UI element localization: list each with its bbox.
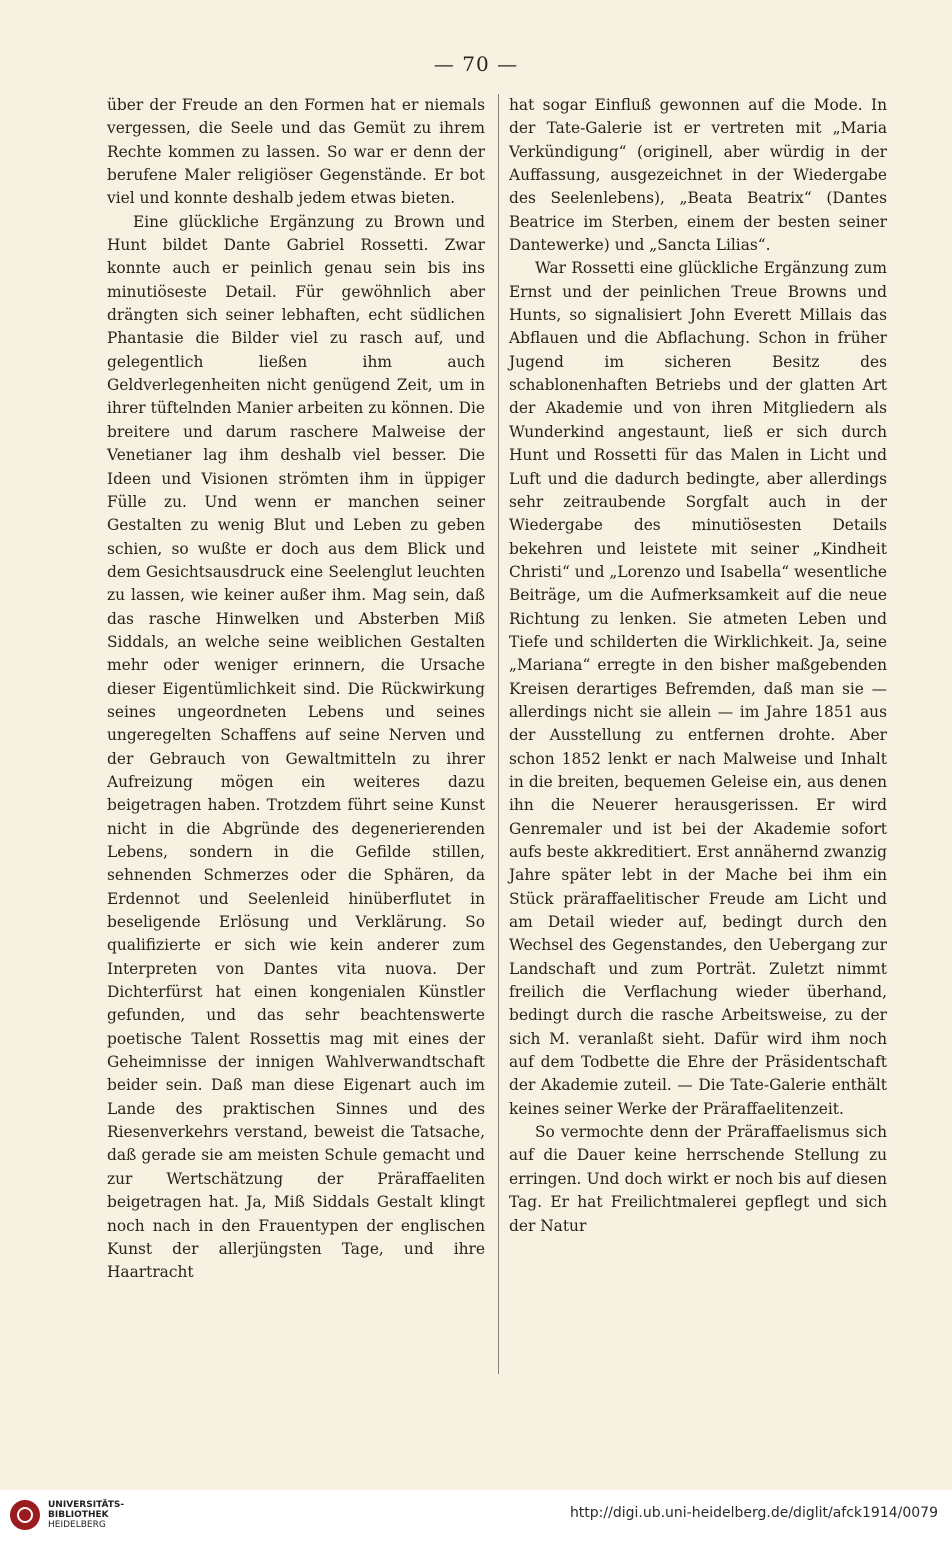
- permalink-url[interactable]: http://digi.ub.uni-heidelberg.de/diglit/afck1914/0079: [569, 1505, 938, 1521]
- page-number: — 70 —: [433, 52, 519, 76]
- left-paragraph-2: Eine glückliche Ergänzung zu Brown und Hunt bildet Dante Gabriel Rossetti. Zwar konnte auch er peinlich genau sein bis ins minutiöseste Detail. Für gewöhnlich aber drängten sich seiner lebhaften, echt südlichen Phantasie die Bilder viel zu rasch auf, und gelegentlich ließen ihm auch Geldverlegenheiten nicht genügend Zeit, um in ihrer tüftelnden Manier arbeiten zu können. Die breitere und darum raschere Malweise der Venetianer lag ihm deshalb viel besser. Die Ideen und Visionen strömten ihm in üppiger Fülle zu. Und wenn er manchen seiner Gestalten zu wenig Blut und Leben zu geben schien, so wußte er doch aus dem Blick und dem Gesichtsausdruck eine Seelenglut leuchten zu lassen, wie keiner außer ihm. Mag sein, daß das rasche Hinwelken und Absterben Miß Siddals, an welche seine weiblichen Gestalten mehr oder weniger erinnern, die Ursache dieser Eigentümlichkeit sind. Die Rückwirkung seines ungeordneten Lebens und seines ungeregelten Schaffens auf seine Nerven und der Gebrauch von Gewaltmitteln zu ihrer Aufreizung mögen ein weiteres dazu beigetragen haben. Trotzdem führt seine Kunst nicht in die Abgründe des degenerierenden Lebens, sondern in die Gefilde stillen, sehnenden Schmerzes oder die Sphären, da Erdennot und Seelenleid hinüberflutet in beseligende Erlösung und Verklärung. So qualifizierte er sich wie kein anderer zum Interpreten von Dantes vita nuova. Der Dichterfürst hat einen kongenialen Künstler gefunden, und das sehr beachtenswerte poetische Talent Rossettis mag mit eines der Geheimnisse der innigen Wahlverwandtschaft beider sein. Daß man diese Eigenart auch im Lande des praktischen Sinnes und des Riesenverkehrs verstand, beweist die Tatsache, daß gerade sie am meisten Schule gemacht und zur Wertschätzung der Präraffaeliten beigetragen hat. Ja, Miß Siddals Gestalt klingt noch nach in den Frauentypen der englischen Kunst der allerjüngsten Tage, und ihre Haartracht: [107, 212, 485, 1282]
- library-logo-text: [48, 1500, 124, 1530]
- viewer-footer: [0, 1490, 952, 1563]
- logo-line-1: UNIVERSITÄTS-: [48, 1500, 125, 1510]
- logo-line-3: HEIDELBERG: [48, 1520, 106, 1530]
- logo-line-2: BIBLIOTHEK: [48, 1510, 109, 1520]
- library-logo[interactable]: [10, 1500, 124, 1530]
- column-divider: [498, 94, 499, 1374]
- left-text-column: [107, 94, 485, 1285]
- right-paragraph-2: War Rossetti eine glückliche Ergänzung zum Ernst und der peinlichen Treue Browns und Hunts, so signalisiert John Everett Millais das Abflauen und die Abflachung. Schon in früher Jugend im sicheren Besitz des schablonenhaften Betriebs und der glatten Art der Akademie und von ihren Mitgliedern als Wunderkind angestaunt, ließ er sich durch Hunt und Rossetti für das Malen in Licht und Luft und die dadurch bedingte, aber allerdings sehr zeitraubende Sorgfalt auch in der Wiedergabe des minutiösesten Details bekehren und leistete mit seiner „Kindheit Christi“ und „Lorenzo und Isabella“ wesentliche Beiträge, um die Aufmerksamkeit auf die neue Richtung zu lenken. Sie atmeten Leben und Tiefe und schilderten die Wirklichkeit. Ja, seine „Mariana“ erregte in den bisher maßgebenden Kreisen derartiges Befremden, daß man sie — allerdings nicht sie allein — im Jahre 1851 aus der Ausstellung zu entfernen drohte. Aber schon 1852 lenkt er nach Malweise und Inhalt in die breiten, bequemen Geleise ein, aus denen ihn die Neuerer herausgerissen. Er wird Genremaler und ist bei der Akademie sofort aufs beste akkreditiert. Erst annähernd zwanzig Jahre später lebt in der Mache bei ihm ein Stück präraffaelitischer Freude am Licht und am Detail wieder auf, bedingt durch den Wechsel des Gegenstandes, den Uebergang zur Landschaft und zum Porträt. Zuletzt nimmt freilich die Verflachung wieder überhand, bedingt durch die rasche Arbeitsweise, zu der sich M. veranlaßt sieht. Dafür wird ihm noch auf dem Todbette die Ehre der Präsidentschaft der Akademie zuteil. — Die Tate-Galerie enthält keines seiner Werke der Präraffaelitenzeit.: [509, 259, 887, 1118]
- right-text-column: [509, 94, 887, 1238]
- right-paragraph-3: So vermochte denn der Präraffaelismus sich auf die Dauer keine herrschende Stellung zu erringen. Und doch wirkt er noch bis auf diesen Tag. Er hat Freilichtmalerei gepflegt und sich der Natur: [509, 1123, 887, 1235]
- right-paragraph-1: hat sogar Einfluß gewonnen auf die Mode. In der Tate-Galerie ist er vertreten mit „Maria Verkündigung“ (originell, aber würdig in der Auffassung, ausgezeichnet in der Wiedergabe des Seelenlebens), „Beata Beatrix“ (Dantes Beatrice im Sterben, einem der besten seiner Dantewerke) und „Sancta Lilias“.: [509, 96, 887, 255]
- university-seal-icon: [10, 1500, 40, 1530]
- left-paragraph-1: über der Freude an den Formen hat er niemals vergessen, die Seele und das Gemüt zu ihrem Rechte kommen zu lassen. So war er denn der berufene Maler religiöser Gegenstände. Er bot viel und konnte deshalb jedem etwas bieten.: [107, 96, 485, 208]
